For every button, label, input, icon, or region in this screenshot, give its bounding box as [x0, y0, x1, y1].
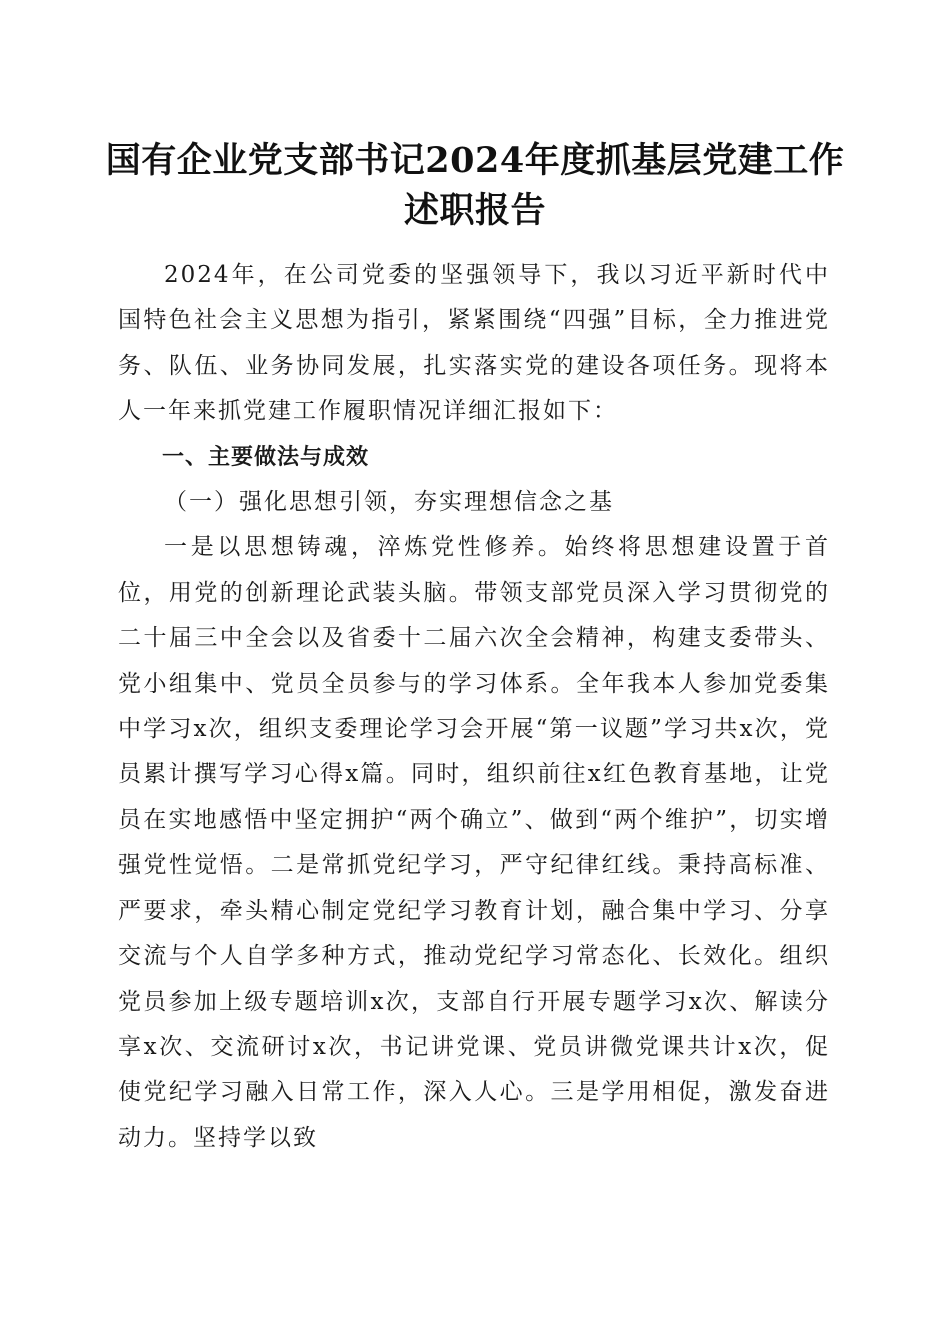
section-heading: 一、主要做法与成效	[162, 444, 370, 470]
body-paragraph: 一是以思想铸魂，淬炼党性修养。始终将思想建设置于首位，用党的创新理论武装头脑。带领支部党员深入学习贯彻党的二十届三中全会以及省委十二届六次全会精神，构建支委带头、党小组集中、党员全员参与的学习体系。全年我本人参加党委集中学习x次，组织支委理论学习会开展“第一议题”学习共x次，党员累计撰写学习心得x篇。同时，组织前往x红色教育基地，让党员在实地感悟中坚定拥护“两个确立”、做到“两个维护”，切实增强党性觉悟。二是常抓党纪学习，严守纪律红线。秉持高标准、严要求，牵头精心制定党纪学习教育计划，融合集中学习、分享交流与个人自学多种方式，推动党纪学习常态化、长效化。组织党员参加上级专题培训x次，支部自行开展专题学习x次、解读分享x次、交流研讨x次，书记讲党课、党员讲微党课共计x次，促使党纪学习融入日常工作，深入人心。三是学用相促，激发奋进动力。坚持学以致	[118, 534, 830, 1151]
document-body	[118, 253, 830, 1161]
intro-paragraph: 2024年，在公司党委的坚强领导下，我以习近平新时代中国特色社会主义思想为指引，紧紧围绕“四强”目标，全力推进党务、队伍、业务协同发展，扎实落实党的建设各项任务。现将本人一年来抓党建工作履职情况详细汇报如下：	[118, 262, 830, 425]
document-title: 国有企业党支部书记2024年度抓基层党建工作述职报告	[105, 140, 845, 231]
subsection-heading: （一）强化思想引领，夯实理想信念之基	[164, 489, 614, 516]
